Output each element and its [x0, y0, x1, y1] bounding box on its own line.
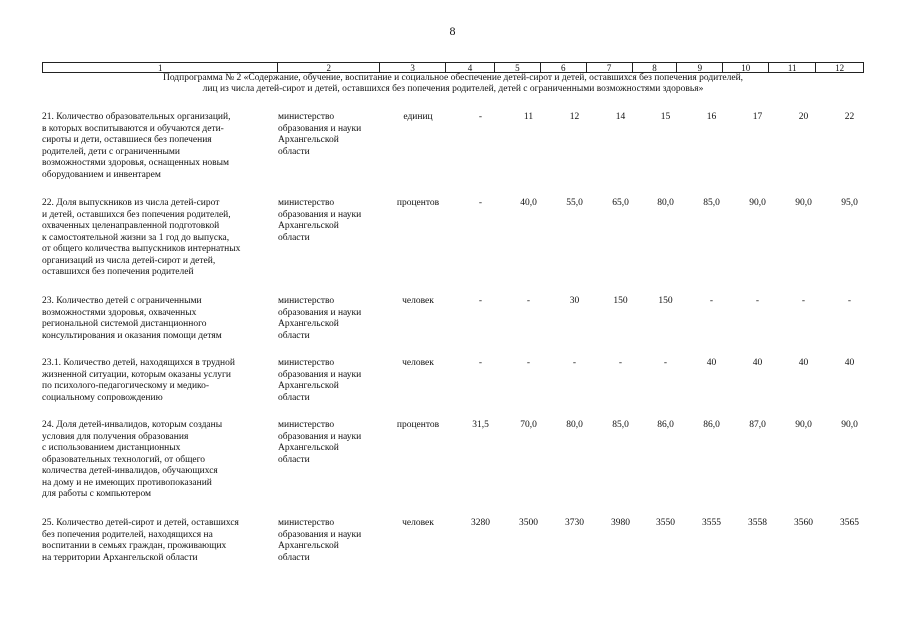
column-number: 9 [677, 63, 723, 72]
indicator-name [42, 420, 272, 501]
column-number: 8 [633, 63, 678, 72]
column-number: 6 [541, 63, 587, 72]
indicator-name-line: оставшихся без попечения родителей [42, 267, 194, 277]
value-cell: - [478, 112, 483, 122]
indicator-name-line: жизненной ситуации, которым оказаны услуги [42, 369, 231, 380]
column-number: 10 [723, 63, 769, 72]
unit-of-measure: единиц [403, 112, 433, 122]
column-number: 5 [495, 63, 541, 72]
value-cell: 150 [613, 296, 628, 306]
value-cell: 40 [798, 358, 809, 368]
value-cell: - [618, 358, 623, 368]
unit-of-measure: процентов [396, 420, 440, 430]
indicator-name-line: к самостоятельной жизни за 1 год до выпуска, [42, 232, 230, 243]
value-cell: 3560 [794, 518, 813, 528]
indicator-name [42, 358, 272, 404]
column-number: 2 [278, 63, 380, 72]
indicator-name-line: региональной системой дистанционного [42, 319, 207, 329]
unit-of-measure: человек [402, 518, 434, 528]
org-line: образования и науки [278, 431, 362, 442]
value-cell: - [572, 358, 577, 368]
value-cell: - [847, 296, 852, 306]
value-cell: 80,0 [566, 420, 583, 430]
value-cell: 17 [752, 112, 763, 122]
indicator-name-line: сироты и дети, оставшиеся без попечения [42, 135, 212, 145]
value-cell: 40 [844, 358, 855, 368]
responsible-org [278, 198, 380, 244]
value-cell: 3500 [519, 518, 538, 528]
indicator-name-line: образовательных технологий, от общего [42, 454, 206, 465]
org-line: министерство [278, 518, 335, 528]
value-cell: - [478, 358, 483, 368]
org-line: Архангельской [278, 221, 339, 231]
value-cell: 20 [798, 112, 809, 122]
column-number: 11 [769, 63, 816, 72]
indicator-name-line: и детей, оставшихся без попечения родителей, [42, 209, 231, 220]
indicator-name-line: 23.1. Количество детей, находящихся в трудной [42, 358, 235, 368]
page-number: 8 [449, 24, 456, 38]
org-line: области [278, 454, 310, 465]
org-line: образования и науки [278, 209, 362, 220]
responsible-org [278, 358, 380, 404]
indicator-name [42, 198, 272, 279]
org-line: области [278, 232, 310, 243]
indicator-name-line: организаций из числа детей-сирот и детей, [42, 255, 216, 266]
value-cell: 15 [660, 112, 671, 122]
value-cell: - [478, 198, 483, 208]
unit-of-measure: человек [402, 358, 434, 368]
indicator-name-line: от общего количества выпускников интернатных [42, 244, 241, 254]
value-cell: 3730 [565, 518, 584, 528]
org-line: министерство [278, 112, 335, 122]
value-cell: 3280 [471, 518, 490, 528]
indicator-name [42, 296, 272, 342]
value-cell: 31,5 [472, 420, 489, 430]
indicator-name-line: для работы с компьютером [42, 489, 152, 499]
indicator-name-line: количества детей-инвалидов, обучающихся [42, 466, 218, 476]
value-cell: 40 [752, 358, 763, 368]
indicator-name-line: воспитании в семьях граждан, проживающих [42, 541, 227, 551]
indicator-name-line: возможностями здоровья, оснащенных новым [42, 158, 230, 168]
value-cell: 90,0 [795, 198, 812, 208]
indicator-name-line: 23. Количество детей с ограниченными [42, 296, 202, 306]
indicator-name [42, 112, 272, 181]
value-cell: 3565 [840, 518, 859, 528]
unit-of-measure: процентов [396, 198, 440, 208]
value-cell: 65,0 [612, 198, 629, 208]
indicator-name-line: с использованием дистанционных [42, 443, 181, 453]
org-line: области [278, 146, 310, 157]
value-cell: 3550 [656, 518, 675, 528]
value-cell: - [755, 296, 760, 306]
column-number-header [42, 62, 864, 73]
org-line: Архангельской [278, 319, 339, 329]
org-line: образования и науки [278, 529, 362, 540]
org-line: Архангельской [278, 541, 339, 551]
indicator-name-line: без попечения родителей, находящихся на [42, 529, 213, 540]
value-cell: - [526, 296, 531, 306]
unit-of-measure: человек [402, 296, 434, 306]
indicator-name-line: 21. Количество образовательных организаций, [42, 112, 231, 122]
value-cell: 16 [706, 112, 717, 122]
org-line: министерство [278, 358, 335, 368]
responsible-org [278, 296, 380, 342]
value-cell: - [526, 358, 531, 368]
value-cell: 70,0 [520, 420, 537, 430]
org-line: Архангельской [278, 381, 339, 391]
responsible-org [278, 112, 380, 158]
value-cell: - [478, 296, 483, 306]
value-cell: 40,0 [520, 198, 537, 208]
value-cell: 11 [523, 112, 534, 122]
indicator-name-line: охваченных целенаправленной подготовкой [42, 221, 220, 231]
value-cell: 90,0 [749, 198, 766, 208]
value-cell: 40 [706, 358, 717, 368]
responsible-org [278, 420, 380, 466]
value-cell: 95,0 [841, 198, 858, 208]
column-number: 1 [43, 63, 278, 72]
value-cell: 80,0 [657, 198, 674, 208]
value-cell: 90,0 [795, 420, 812, 430]
responsible-org [278, 518, 380, 564]
value-cell: 55,0 [566, 198, 583, 208]
org-line: Архангельской [278, 443, 339, 453]
subprogram-title-line: Подпрограмма № 2 «Содержание, обучение, воспитание и социальное обеспечение детей-сирот и детей, оставшихся без попечения родителей, [162, 73, 744, 83]
value-cell: 85,0 [612, 420, 629, 430]
value-cell: 3980 [611, 518, 630, 528]
subprogram-title-line: лиц из числа детей-сирот и детей, оставшихся без попечения родителей, детей с ограниченными возможностями здоровья» [202, 84, 704, 94]
indicator-name-line: 24. Доля детей-инвалидов, которым созданы [42, 420, 223, 430]
indicator-name-line: условия для получения образования [42, 431, 189, 442]
column-number: 12 [835, 63, 845, 73]
value-cell: 87,0 [749, 420, 766, 430]
indicator-name-line: на территории Архангельской области [42, 552, 198, 563]
value-cell: 3555 [702, 518, 721, 528]
indicator-name-line: возможностями здоровья, охваченных [42, 307, 197, 318]
org-line: Архангельской [278, 135, 339, 145]
value-cell: - [663, 358, 668, 368]
value-cell: 14 [615, 112, 626, 122]
org-line: министерство [278, 296, 335, 306]
indicator-name-line: социальному сопровождению [42, 392, 163, 403]
column-number: 4 [446, 63, 495, 72]
column-number: 7 [587, 63, 633, 72]
indicator-name-line: родителей, дети с ограниченными [42, 146, 180, 157]
org-line: министерство [278, 420, 335, 430]
indicator-name-line: 22. Доля выпускников из числа детей-сирот [42, 198, 220, 208]
value-cell: 86,0 [657, 420, 674, 430]
org-line: образования и науки [278, 369, 362, 380]
indicator-name [42, 518, 272, 564]
org-line: министерство [278, 198, 335, 208]
value-cell: 3558 [748, 518, 767, 528]
value-cell: 150 [658, 296, 673, 306]
indicator-name-line: в которых воспитываются и обучаются дети- [42, 123, 224, 134]
subprogram-title [42, 73, 864, 95]
value-cell: - [801, 296, 806, 306]
value-cell: 90,0 [841, 420, 858, 430]
value-cell: 12 [569, 112, 580, 122]
indicator-name-line: оборудованием и инвентарем [42, 169, 161, 180]
org-line: образования и науки [278, 123, 362, 134]
org-line: области [278, 552, 310, 563]
indicator-name-line: на дому и не имеющих противопоказаний [42, 477, 212, 488]
org-line: области [278, 330, 310, 341]
indicator-name-line: по психолого-педагогическому и медико- [42, 381, 210, 391]
indicator-name-line: консультирования и оказания помощи детям [42, 330, 222, 341]
org-line: образования и науки [278, 307, 362, 318]
column-number: 3 [380, 63, 446, 72]
value-cell: 22 [844, 112, 855, 122]
value-cell: - [709, 296, 714, 306]
value-cell: 30 [569, 296, 580, 306]
org-line: области [278, 392, 310, 403]
indicator-name-line: 25. Количество детей-сирот и детей, оставшихся [42, 518, 239, 528]
value-cell: 85,0 [703, 198, 720, 208]
value-cell: 86,0 [703, 420, 720, 430]
